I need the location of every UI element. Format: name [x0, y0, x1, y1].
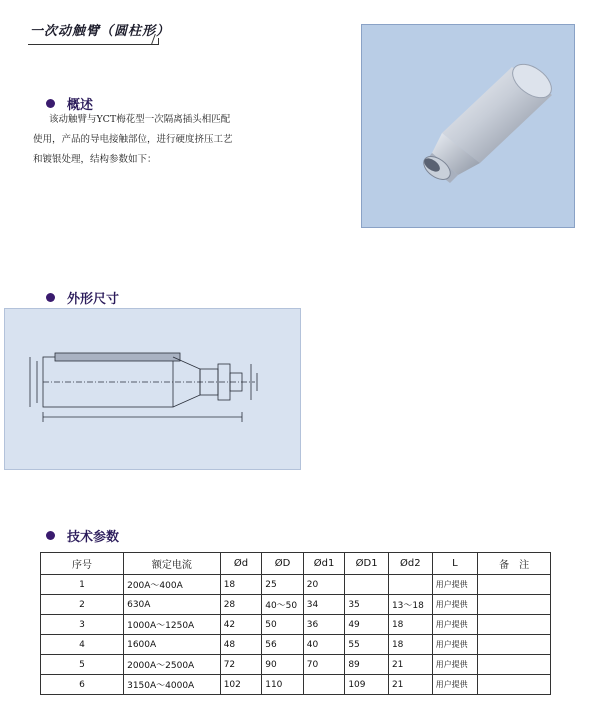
- table-cell: [478, 635, 551, 655]
- params-heading-text: 技术参数: [67, 530, 120, 545]
- table-cell: 5: [41, 655, 124, 675]
- table-cell: 40: [303, 635, 345, 655]
- table-cell: 55: [345, 635, 389, 655]
- table-cell: [345, 575, 389, 595]
- table-cell: 用户提供: [432, 595, 478, 615]
- table-cell: [478, 595, 551, 615]
- table-cell: 6: [41, 675, 124, 695]
- parameters-table: [40, 552, 551, 695]
- table-cell: 3: [41, 615, 124, 635]
- table-cell: [478, 575, 551, 595]
- contact-arm-illustration: [362, 25, 574, 227]
- table-cell: 2000A～2500A: [124, 655, 221, 675]
- table-cell: 21: [388, 655, 432, 675]
- table-cell: [478, 675, 551, 695]
- table-cell: 用户提供: [432, 615, 478, 635]
- table-cell: 28: [220, 595, 262, 615]
- table-cell: 89: [345, 655, 389, 675]
- table-cell: 18: [220, 575, 262, 595]
- overview-line: 该动触臂与YCT梅花型一次隔离插头相匹配: [49, 114, 231, 125]
- params-heading: [46, 526, 119, 545]
- table-cell: 18: [388, 615, 432, 635]
- table-cell: 109: [345, 675, 389, 695]
- table-cell: 用户提供: [432, 635, 478, 655]
- table-cell: 72: [220, 655, 262, 675]
- table-cell: 36: [303, 615, 345, 635]
- table-cell: 20: [303, 575, 345, 595]
- table-cell: 用户提供: [432, 675, 478, 695]
- table-cell: 34: [303, 595, 345, 615]
- page-title: 一次动触臂（圆柱形）: [30, 24, 171, 39]
- overview-line: 和镀银处理，结构参数如下：: [33, 154, 157, 165]
- table-cell: [478, 655, 551, 675]
- table-cell: [478, 615, 551, 635]
- table-cell: 13～18: [388, 595, 432, 615]
- table-cell: 70: [303, 655, 345, 675]
- table-row: [41, 595, 551, 615]
- table-cell: 2: [41, 595, 124, 615]
- overview-heading-text: 概述: [67, 98, 94, 113]
- table-header: Ød1: [303, 553, 345, 575]
- table-cell: 用户提供: [432, 655, 478, 675]
- table-cell: 110: [262, 675, 304, 695]
- table-cell: [388, 575, 432, 595]
- table-cell: 48: [220, 635, 262, 655]
- bullet-icon: [46, 99, 55, 108]
- table-cell: 1: [41, 575, 124, 595]
- table-cell: 1000A～1250A: [124, 615, 221, 635]
- table-cell: 50: [262, 615, 304, 635]
- table-header: 额定电流: [124, 553, 221, 575]
- table-header: 备 注: [478, 553, 551, 575]
- table-cell: 90: [262, 655, 304, 675]
- product-photo: [361, 24, 575, 228]
- table-row: [41, 615, 551, 635]
- bullet-icon: [46, 531, 55, 540]
- table-row: [41, 675, 551, 695]
- bullet-icon: [46, 293, 55, 302]
- table-cell: 42: [220, 615, 262, 635]
- table-cell: 21: [388, 675, 432, 695]
- title-underline: [28, 38, 159, 45]
- table-header: ØD1: [345, 553, 389, 575]
- table-header-row: [41, 553, 551, 575]
- table-row: [41, 655, 551, 675]
- table-cell: 4: [41, 635, 124, 655]
- table-cell: 56: [262, 635, 304, 655]
- table-header: 序号: [41, 553, 124, 575]
- table-cell: 35: [345, 595, 389, 615]
- table-cell: 25: [262, 575, 304, 595]
- table-cell: 200A～400A: [124, 575, 221, 595]
- overview-text: [33, 110, 273, 170]
- dimension-drawing: [4, 308, 301, 470]
- table-header: L: [432, 553, 478, 575]
- table-row: [41, 575, 551, 595]
- table-cell: 40～50: [262, 595, 304, 615]
- overview-line: 使用，产品的导电接触部位，进行硬度挤压工艺: [33, 134, 233, 145]
- table-cell: [303, 675, 345, 695]
- dimensions-heading-text: 外形尺寸: [67, 292, 120, 307]
- dimensions-heading: [46, 288, 119, 307]
- table-header: Ød: [220, 553, 262, 575]
- table-cell: 49: [345, 615, 389, 635]
- table-cell: 3150A～4000A: [124, 675, 221, 695]
- technical-drawing: [5, 309, 300, 469]
- table-cell: 1600A: [124, 635, 221, 655]
- table-cell: 102: [220, 675, 262, 695]
- table-cell: 18: [388, 635, 432, 655]
- table-cell: 630A: [124, 595, 221, 615]
- table-cell: 用户提供: [432, 575, 478, 595]
- table-header: ØD: [262, 553, 304, 575]
- table-row: [41, 635, 551, 655]
- table-header: Ød2: [388, 553, 432, 575]
